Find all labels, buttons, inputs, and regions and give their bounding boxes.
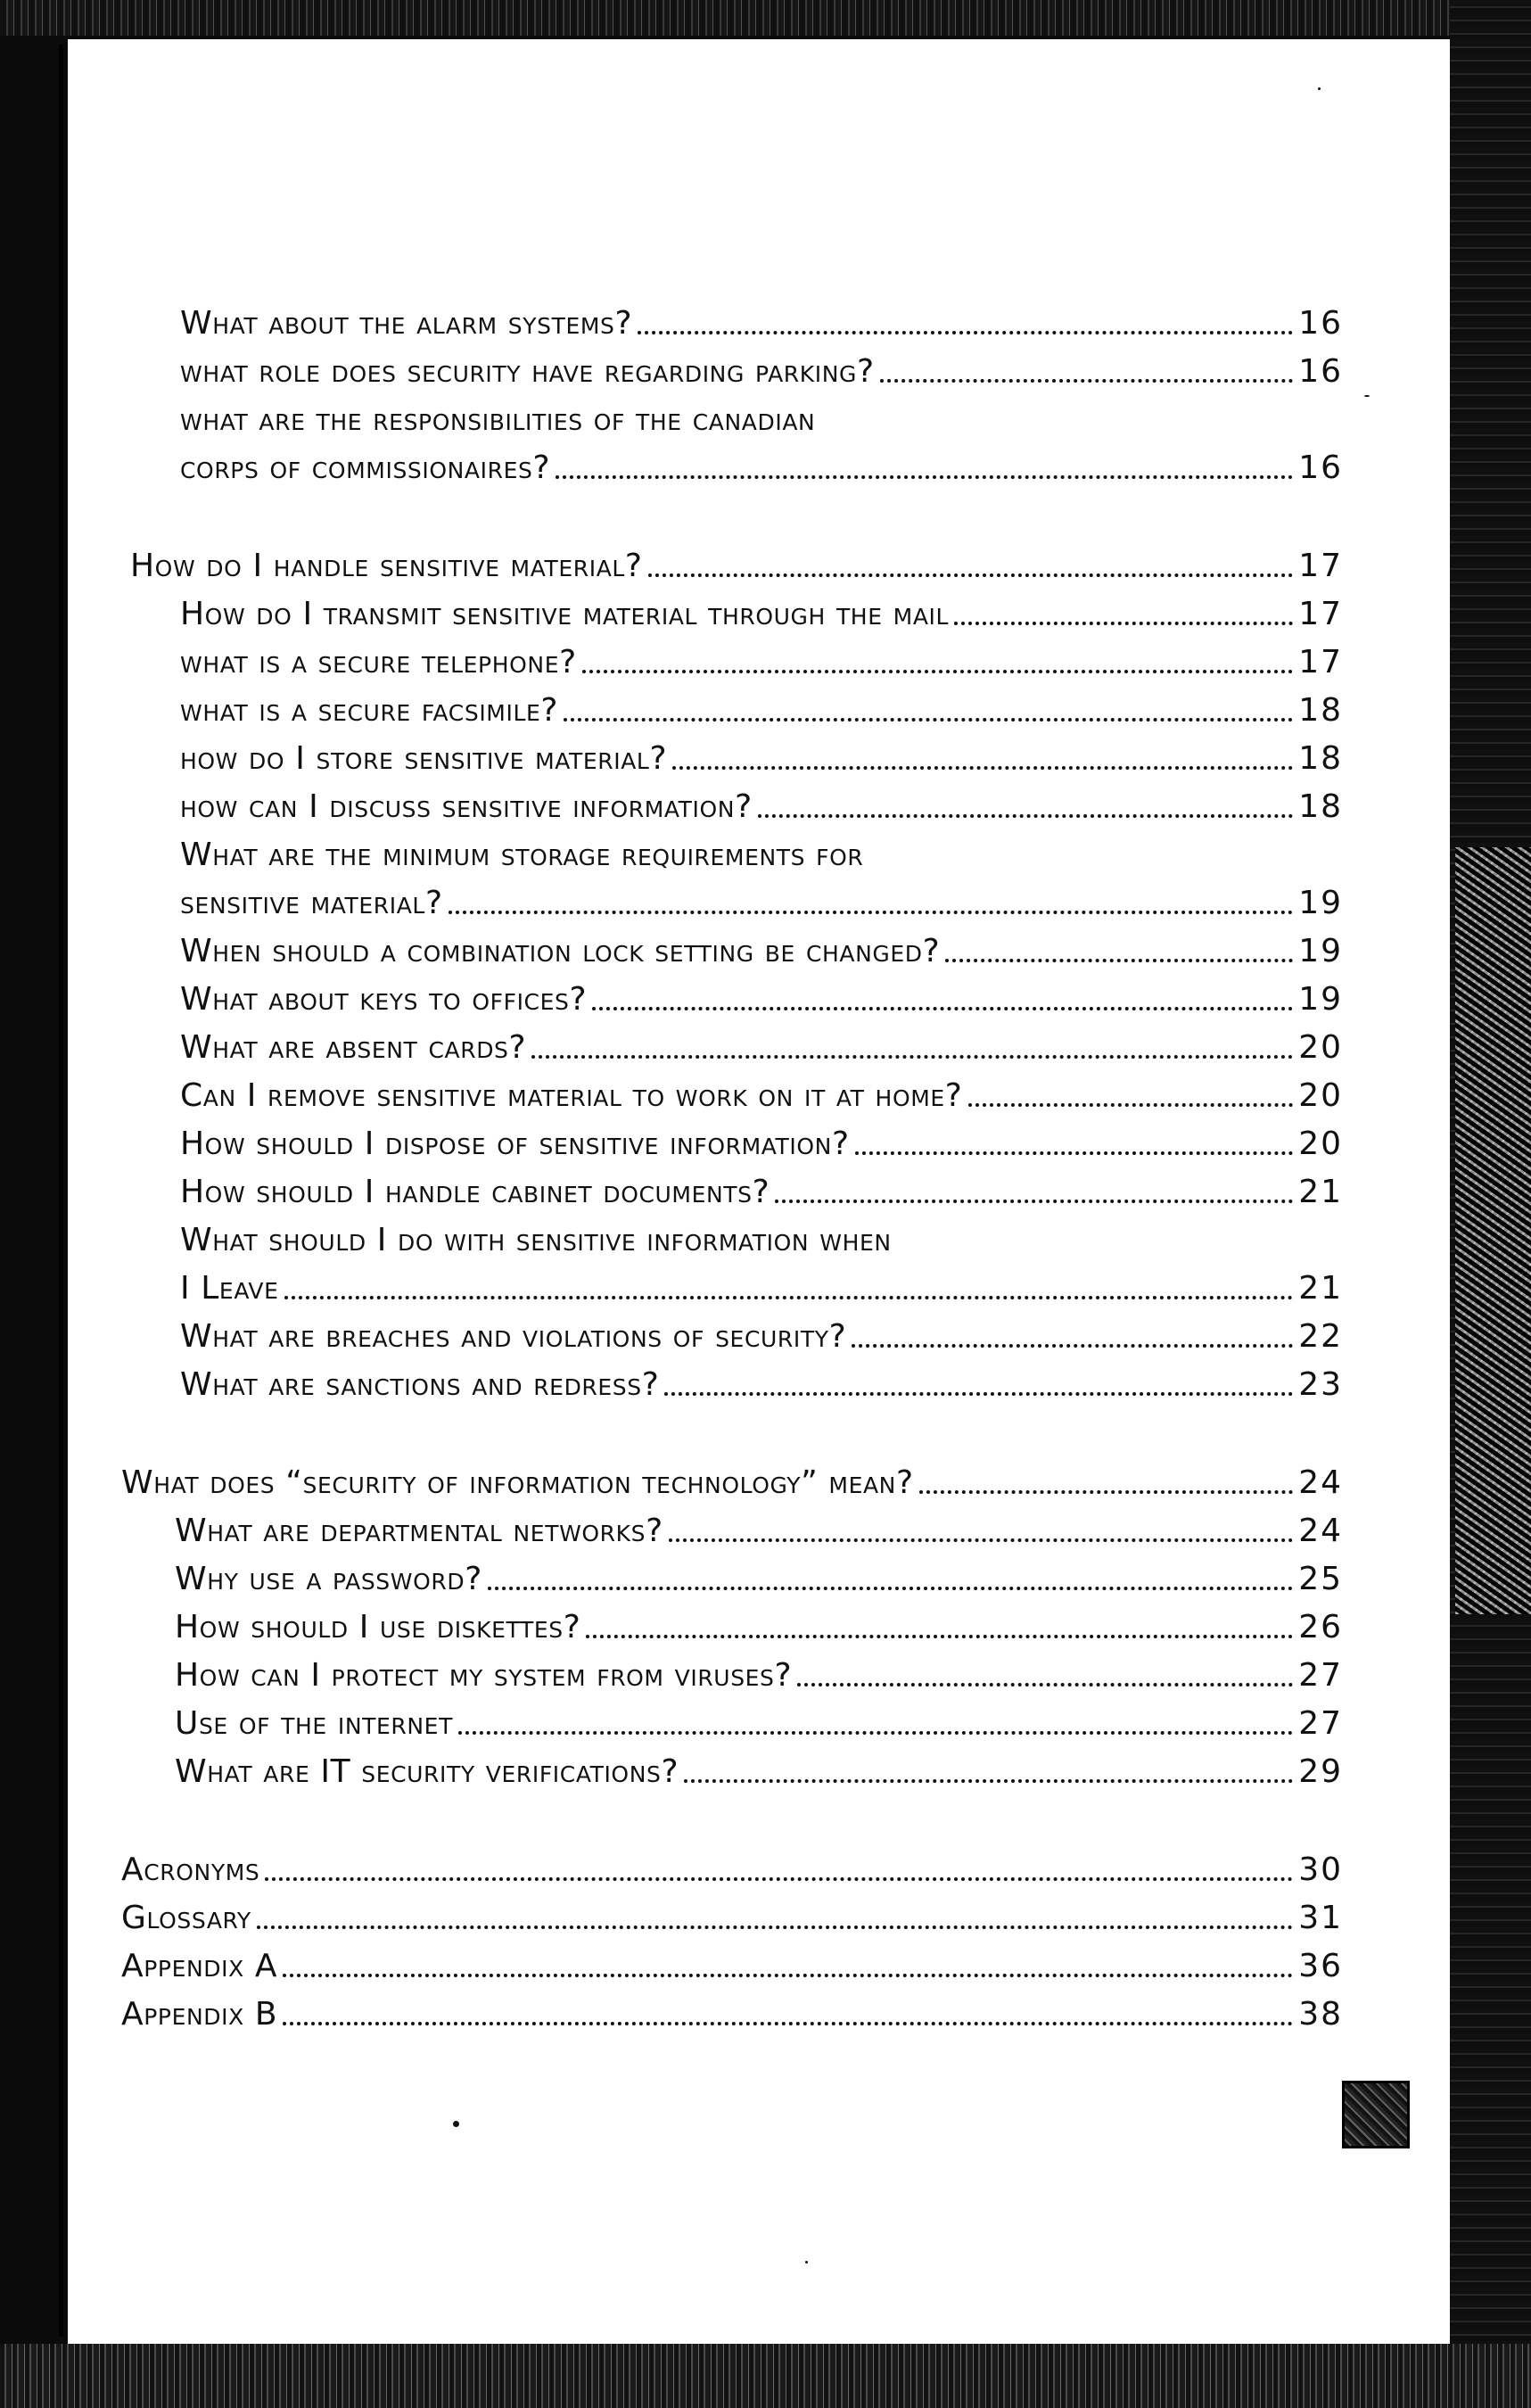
toc-entry-page: 38 xyxy=(1298,1996,1343,2033)
dot-leader xyxy=(954,622,1293,625)
toc-entry[interactable] xyxy=(180,1170,1343,1215)
toc-backmatter-entry[interactable] xyxy=(121,1896,1343,1941)
toc-entry-page: 21 xyxy=(1298,1270,1343,1307)
dot-leader xyxy=(758,814,1293,818)
toc-entry-page: 19 xyxy=(1298,885,1343,921)
dot-leader xyxy=(284,1296,1294,1299)
toc-entry-title: How should I use diskettes? xyxy=(175,1609,581,1645)
dot-leader xyxy=(672,766,1293,770)
toc-entry-title: sensitive material? xyxy=(180,885,443,921)
toc-entry-title: When should a combination lock setting be changed? xyxy=(180,933,941,969)
scan-speck xyxy=(805,2261,808,2264)
toc-backmatter-entry[interactable] xyxy=(121,1944,1343,1989)
toc-entry-page: 20 xyxy=(1298,1077,1343,1114)
toc-entry-page: 25 xyxy=(1298,1561,1343,1597)
dot-leader xyxy=(592,1007,1293,1010)
dot-leader xyxy=(582,670,1293,673)
dot-leader xyxy=(852,1344,1293,1348)
toc-entry[interactable] xyxy=(180,689,1343,733)
toc-entry[interactable] xyxy=(180,1266,1343,1311)
dot-leader xyxy=(880,379,1294,383)
dot-leader xyxy=(684,1779,1293,1783)
toc-entry[interactable] xyxy=(175,1509,1343,1554)
toc-entry-page: 18 xyxy=(1298,692,1343,729)
toc-entry-title: Why use a password? xyxy=(175,1561,482,1597)
toc-entry-title: Acronyms xyxy=(121,1851,260,1888)
toc-entry[interactable] xyxy=(180,592,1343,637)
dot-leader xyxy=(556,475,1293,479)
scan-artifact-right xyxy=(1455,847,1531,1614)
toc-entry-page: 24 xyxy=(1298,1464,1343,1501)
toc-entry[interactable] xyxy=(180,881,1343,926)
scan-speck xyxy=(453,2121,459,2127)
toc-entry[interactable] xyxy=(175,1557,1343,1602)
toc-entry-title: how can I discuss sensitive information? xyxy=(180,788,753,825)
toc-section-heading[interactable] xyxy=(121,1461,1343,1505)
dot-leader xyxy=(855,1151,1294,1155)
dot-leader xyxy=(968,1103,1294,1107)
toc-entry-page: 18 xyxy=(1298,788,1343,825)
dot-leader xyxy=(919,1490,1293,1494)
toc-entry[interactable] xyxy=(180,1315,1343,1359)
toc-entry-page: 31 xyxy=(1298,1900,1343,1936)
toc-entry-page: 16 xyxy=(1298,305,1343,342)
dot-leader xyxy=(531,1055,1293,1059)
toc-entry[interactable] xyxy=(180,446,1343,491)
toc-entry-page: 16 xyxy=(1298,353,1343,390)
toc-entry-title: What are absent cards? xyxy=(180,1029,527,1066)
dot-leader xyxy=(638,331,1293,334)
toc-entry[interactable] xyxy=(180,785,1343,829)
toc-entry-page: 22 xyxy=(1298,1318,1343,1355)
toc-entry-title: What are IT security verifications? xyxy=(175,1753,679,1790)
toc-entry[interactable] xyxy=(180,1026,1343,1070)
dot-leader xyxy=(283,1974,1293,1977)
dot-leader xyxy=(945,959,1293,962)
toc-entry[interactable] xyxy=(180,737,1343,781)
toc-entry-title: how do I store sensitive material? xyxy=(180,740,668,777)
toc-entry-title: Can I remove sensitive material to work on it at home? xyxy=(180,1077,963,1114)
toc-entry-page: 19 xyxy=(1298,933,1343,969)
toc-entry-title: What are departmental networks? xyxy=(175,1513,663,1549)
toc-entry[interactable] xyxy=(180,977,1343,1022)
toc-entry-page: 18 xyxy=(1298,740,1343,777)
toc-entry-title: What does “security of information technology” mean? xyxy=(121,1464,914,1501)
corner-mark xyxy=(1342,2081,1410,2148)
toc-entry-title: What should I do with sensitive information when xyxy=(180,1222,892,1258)
toc-entry-page: 29 xyxy=(1298,1753,1343,1790)
toc-entry-page: 17 xyxy=(1298,548,1343,584)
toc-entry-page: 17 xyxy=(1298,596,1343,632)
toc-entry-page: 26 xyxy=(1298,1609,1343,1645)
dot-leader xyxy=(586,1635,1293,1638)
toc-entry-page: 24 xyxy=(1298,1513,1343,1549)
toc-entry-page: 20 xyxy=(1298,1029,1343,1066)
toc-entry-title: Use of the internet xyxy=(175,1705,453,1742)
toc-entry[interactable] xyxy=(180,640,1343,685)
toc-entry-page: 21 xyxy=(1298,1174,1343,1210)
toc-entry-title: Appendix B xyxy=(121,1996,278,2033)
toc-entry-title: Appendix A xyxy=(121,1948,278,1984)
dot-leader xyxy=(488,1587,1293,1590)
toc-entry-page: 30 xyxy=(1298,1851,1343,1888)
dot-leader xyxy=(283,2022,1293,2025)
toc-entry[interactable] xyxy=(175,1750,1343,1794)
toc-entry-title: How can I protect my system from viruses? xyxy=(175,1657,793,1694)
toc-entry[interactable] xyxy=(180,301,1343,346)
toc-entry-title: How should I handle cabinet documents? xyxy=(180,1174,770,1210)
toc-entry-continued[interactable] xyxy=(180,1218,1343,1263)
toc-entry-title: What are breaches and violations of security? xyxy=(180,1318,847,1355)
page-binding-edge xyxy=(59,45,63,2337)
dot-leader xyxy=(265,1877,1293,1881)
dot-leader xyxy=(664,1392,1293,1396)
toc-entry-title: what are the responsibilities of the canadian xyxy=(180,401,816,438)
toc-entry-title: How do I transmit sensitive material through the mail xyxy=(180,596,950,632)
toc-entry-title: How do I handle sensitive material? xyxy=(130,548,643,584)
toc-entry-title: what is a secure facsimile? xyxy=(180,692,559,729)
toc-entry-page: 36 xyxy=(1298,1948,1343,1984)
toc-section-heading[interactable] xyxy=(130,544,1343,589)
toc-entry[interactable] xyxy=(180,350,1343,394)
scan-speck xyxy=(1364,395,1370,397)
toc-entry-title: Glossary xyxy=(121,1900,251,1936)
toc-entry-page: 27 xyxy=(1298,1657,1343,1694)
table-of-contents xyxy=(68,0,1450,2305)
toc-entry-title: what is a secure telephone? xyxy=(180,644,577,680)
toc-entry[interactable] xyxy=(175,1653,1343,1698)
toc-entry[interactable] xyxy=(180,1363,1343,1407)
toc-entry-page: 27 xyxy=(1298,1705,1343,1742)
toc-entry-title: I Leave xyxy=(180,1270,279,1307)
toc-entry-title: corps of commissionaires? xyxy=(180,449,551,486)
dot-leader xyxy=(449,911,1294,914)
toc-entry-page: 19 xyxy=(1298,981,1343,1018)
toc-entry-page: 20 xyxy=(1298,1126,1343,1162)
toc-entry[interactable] xyxy=(180,1074,1343,1118)
toc-entry[interactable] xyxy=(175,1605,1343,1650)
dot-leader xyxy=(257,1926,1293,1929)
toc-backmatter-entry[interactable] xyxy=(121,1848,1343,1893)
toc-entry[interactable] xyxy=(180,929,1343,974)
toc-entry-title: What about keys to offices? xyxy=(180,981,588,1018)
dot-leader xyxy=(564,718,1293,722)
scan-border-bottom xyxy=(0,2344,1531,2408)
dot-leader xyxy=(669,1538,1293,1542)
scan-speck xyxy=(1318,87,1321,90)
dot-leader xyxy=(797,1683,1293,1686)
toc-entry-continued[interactable] xyxy=(180,833,1343,878)
toc-entry[interactable] xyxy=(180,1122,1343,1167)
toc-entry-title: what role does security have regarding parking? xyxy=(180,353,875,390)
toc-entry-page: 17 xyxy=(1298,644,1343,680)
toc-entry-title: How should I dispose of sensitive information? xyxy=(180,1126,850,1162)
toc-entry-title: What are sanctions and redress? xyxy=(180,1366,660,1403)
toc-entry-continued[interactable] xyxy=(180,398,1343,442)
dot-leader xyxy=(648,573,1294,577)
toc-entry-title: What are the minimum storage requirements for xyxy=(180,837,864,873)
toc-entry-page: 16 xyxy=(1298,449,1343,486)
dot-leader xyxy=(775,1200,1293,1203)
toc-entry-title: What about the alarm systems? xyxy=(180,305,633,342)
toc-entry-page: 23 xyxy=(1298,1366,1343,1403)
dot-leader xyxy=(458,1731,1293,1735)
toc-entry[interactable] xyxy=(175,1702,1343,1746)
toc-backmatter-entry[interactable] xyxy=(121,1992,1343,2037)
